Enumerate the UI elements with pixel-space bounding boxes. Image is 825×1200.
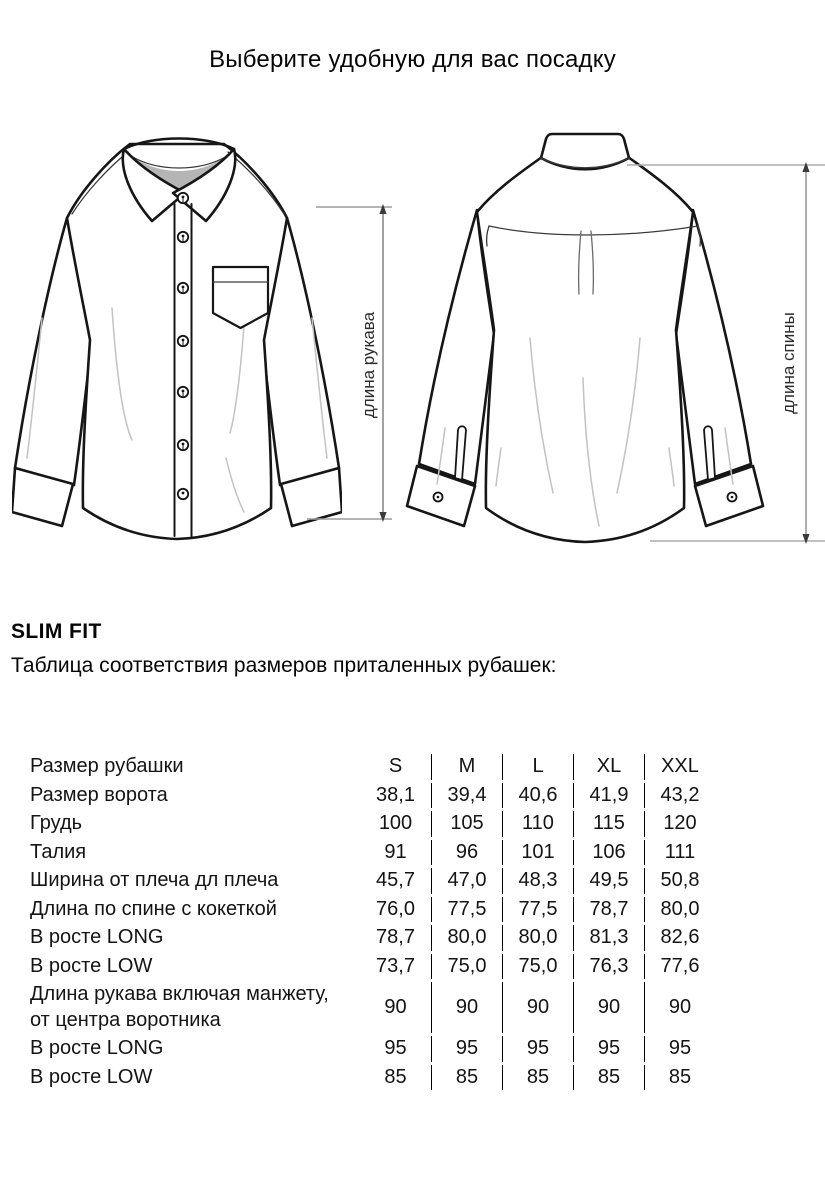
size-value-cell: 80,0 — [502, 925, 573, 951]
size-value-cell: 39,4 — [431, 783, 502, 809]
size-column-header: L — [502, 754, 573, 780]
size-table-row — [30, 783, 715, 809]
size-value-cell: 80,0 — [644, 897, 715, 923]
size-value-cell: 85 — [573, 1065, 644, 1091]
size-row-label: Длина по спине с кокеткой — [30, 897, 277, 920]
size-value-cell: 101 — [502, 840, 573, 866]
size-value-cell: 100 — [378, 812, 413, 834]
size-value-cell: 50,8 — [644, 868, 715, 894]
fit-section-heading: SLIM FIT — [11, 620, 102, 643]
size-value-cell: 77,5 — [502, 897, 573, 923]
size-value-cell: 90 — [384, 995, 407, 1018]
size-value-cell: 110 — [502, 811, 573, 837]
sleeve-length-dimension-label: длина рукава — [359, 311, 378, 419]
size-value-cell: 80,0 — [431, 925, 502, 951]
size-value-cell: 78,7 — [573, 897, 644, 923]
size-table-body — [30, 754, 715, 1090]
size-value-cell: 75,0 — [502, 954, 573, 980]
size-value-cell: 38,1 — [376, 783, 415, 806]
size-value-cell: 85 — [502, 1065, 573, 1091]
size-table-row — [30, 868, 715, 894]
size-table-row — [30, 1036, 715, 1062]
size-column-header: XL — [573, 754, 644, 780]
size-value-cell: 91 — [384, 840, 407, 863]
size-table-header-row — [30, 754, 715, 780]
shirt-front-drawing-icon — [12, 128, 342, 558]
size-value-cell: 73,7 — [376, 954, 415, 977]
size-value-cell: 95 — [502, 1036, 573, 1062]
size-table-row — [30, 897, 715, 923]
size-value-cell: 85 — [384, 1065, 407, 1088]
size-row-label: В росте LONG — [30, 926, 164, 948]
size-row-label: В росте LOW — [30, 1065, 153, 1088]
size-table-row — [30, 811, 715, 837]
size-value-cell: 78,7 — [376, 926, 415, 948]
size-value-cell: 82,6 — [644, 925, 715, 951]
size-value-cell: 85 — [644, 1065, 715, 1091]
size-value-cell: 49,5 — [573, 868, 644, 894]
size-row-label: В росте LONG — [30, 1037, 164, 1059]
size-value-cell: 77,5 — [431, 897, 502, 923]
size-value-cell: 95 — [573, 1036, 644, 1062]
size-value-cell: 45,7 — [376, 869, 415, 891]
size-value-cell: 95 — [644, 1036, 715, 1062]
size-value-cell: 90 — [644, 982, 715, 1033]
size-value-cell: 76,3 — [573, 954, 644, 980]
size-value-cell: 75,0 — [431, 954, 502, 980]
size-value-cell: 77,6 — [644, 954, 715, 980]
size-row-label: Грудь — [30, 812, 83, 834]
size-value-cell: 90 — [431, 982, 502, 1033]
size-value-cell: 106 — [573, 840, 644, 866]
back-length-dimension-label: длина спины — [779, 312, 798, 414]
shirt-back-drawing-icon — [405, 128, 765, 558]
size-row-label: Длина рукава включая манжету, от центра воротника — [30, 983, 329, 1031]
size-value-cell: 120 — [644, 811, 715, 837]
size-value-cell: 47,0 — [431, 868, 502, 894]
size-value-cell: 95 — [431, 1036, 502, 1062]
size-table-row — [30, 925, 715, 951]
size-value-cell: 41,9 — [573, 783, 644, 809]
size-value-cell: 115 — [573, 811, 644, 837]
size-table-row — [30, 840, 715, 866]
size-value-cell: 105 — [431, 811, 502, 837]
size-value-cell: 43,2 — [644, 783, 715, 809]
size-value-cell: 76,0 — [376, 897, 415, 920]
size-chart-table — [30, 751, 715, 1093]
size-row-label: Ширина от плеча дл плеча — [30, 869, 279, 891]
size-table-row — [30, 1065, 715, 1091]
size-row-label: В росте LOW — [30, 954, 153, 977]
size-value-cell: 111 — [644, 840, 715, 866]
size-column-header: S — [388, 755, 403, 777]
size-row-label: Талия — [30, 840, 87, 863]
size-column-header: M — [431, 754, 502, 780]
size-table-header-label: Размер рубашки — [30, 755, 184, 777]
size-table-row — [30, 954, 715, 980]
size-value-cell: 40,6 — [502, 783, 573, 809]
size-table-caption: Таблица соответствия размеров приталенных рубашек: — [11, 654, 557, 677]
page-title: Выберите удобную для вас посадку — [209, 46, 616, 73]
size-value-cell: 85 — [431, 1065, 502, 1091]
size-value-cell: 48,3 — [502, 868, 573, 894]
size-row-label: Размер ворота — [30, 783, 168, 806]
size-value-cell: 90 — [502, 982, 573, 1033]
size-value-cell: 90 — [573, 982, 644, 1033]
size-column-header: XXL — [644, 754, 715, 780]
size-value-cell: 96 — [431, 840, 502, 866]
size-value-cell: 95 — [384, 1037, 407, 1059]
size-table-row — [30, 982, 715, 1033]
size-value-cell: 81,3 — [573, 925, 644, 951]
